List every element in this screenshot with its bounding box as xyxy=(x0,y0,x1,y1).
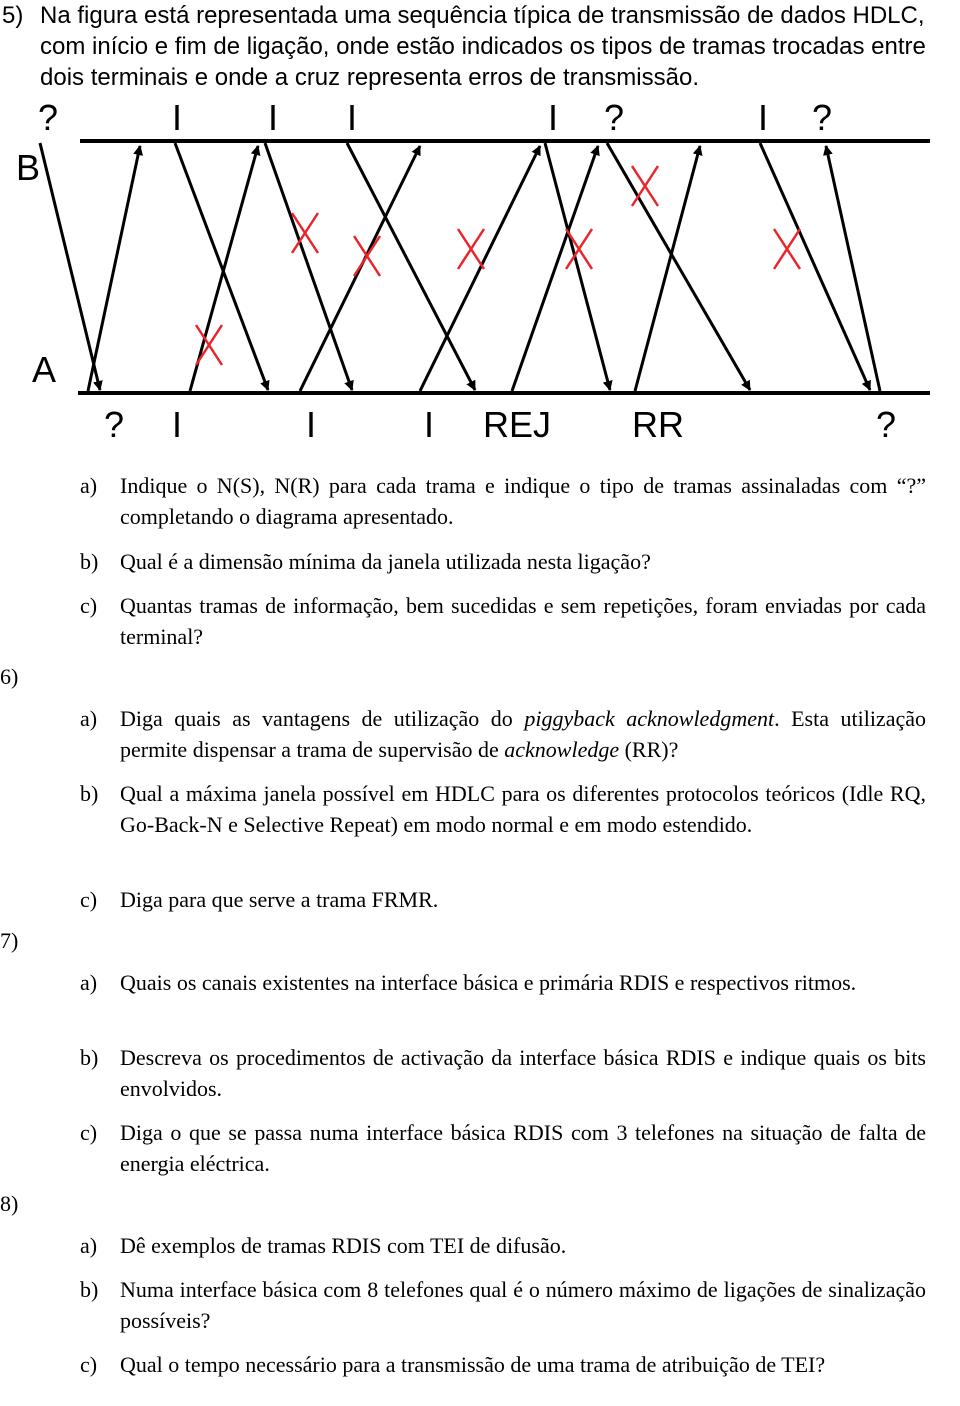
item-text: Diga o que se passa numa interface básica RDIS com 3 telefones na situação de falta de energia eléctrica. xyxy=(120,1120,926,1176)
question-8-number: 8) xyxy=(0,1191,19,1216)
q7-item-b xyxy=(80,1042,926,1104)
frame-arrow-a-to-b xyxy=(635,146,700,391)
q6-item-a xyxy=(80,703,926,765)
bottom-frame-label: REJ xyxy=(483,404,552,445)
top-frame-label: I xyxy=(758,97,769,138)
bottom-frame-label: RR xyxy=(632,404,684,445)
frame-arrow-b-to-a xyxy=(607,143,750,390)
item-text: Descreva os procedimentos de activação da interface básica RDIS e indique quais os bits envolvidos. xyxy=(120,1045,926,1101)
item-label: c) xyxy=(80,887,98,912)
top-frame-label: I xyxy=(172,97,183,138)
statement-line: Na figura está representada uma sequência típica de transmissão de dados HDLC, xyxy=(40,2,925,29)
bottom-frame-label: I xyxy=(172,404,183,445)
item-text: Qual a máxima janela possível em HDLC para os diferentes protocolos teóricos (Idle RQ, Go-Back-N e Selective Repeat) em modo normal e em modo estendido. xyxy=(120,781,926,837)
frame-arrow-a-to-b xyxy=(190,146,258,391)
bottom-frame-label: ? xyxy=(876,404,897,445)
error-cross-marks xyxy=(196,166,800,365)
top-frame-label: ? xyxy=(38,97,59,138)
question-7-number: 7) xyxy=(0,928,19,953)
item-label: c) xyxy=(80,1352,98,1377)
item-label: b) xyxy=(80,781,99,806)
bottom-frame-label: I xyxy=(424,404,435,445)
q7-item-a xyxy=(80,967,926,998)
error-cross xyxy=(632,166,658,206)
error-cross xyxy=(354,236,380,276)
item-text: Indique o N(S), N(R) para cada trama e indique o tipo de tramas assinaladas com “?” completando o diagrama apresentado. xyxy=(120,473,926,529)
item-text: Diga para que serve a trama FRMR. xyxy=(120,887,439,912)
error-cross xyxy=(458,229,484,269)
item-label: a) xyxy=(80,1233,98,1258)
frame-arrow-b-to-a xyxy=(347,143,475,390)
q8-item-c xyxy=(80,1349,926,1380)
frame-arrow-b-to-a xyxy=(175,143,268,390)
frame-arrow-a-to-b xyxy=(88,146,140,391)
top-frame-label: ? xyxy=(812,97,833,138)
item-label: b) xyxy=(80,1277,99,1302)
bottom-frame-label: ? xyxy=(104,404,125,445)
q5-item-c xyxy=(80,590,926,652)
item-text: Dê exemplos de tramas RDIS com TEI de difusão. xyxy=(120,1233,567,1258)
bottom-frame-label: I xyxy=(306,404,317,445)
item-label: c) xyxy=(80,1120,98,1145)
hdlc-sequence-diagram xyxy=(0,0,960,460)
top-frame-label: I xyxy=(548,97,559,138)
item-label: b) xyxy=(80,1045,99,1070)
q7-item-c xyxy=(80,1117,926,1179)
item-text: Qual o tempo necessário para a transmissão de uma trama de atribuição de TEI? xyxy=(120,1352,826,1377)
frame-arrow-a-to-b xyxy=(420,146,540,391)
item-text: Quantas tramas de informação, bem sucedidas e sem repetições, foram enviadas por cada terminal? xyxy=(120,593,926,649)
top-frame-label: I xyxy=(347,97,358,138)
q8-item-b xyxy=(80,1274,926,1336)
item-label: c) xyxy=(80,593,98,618)
question-6-number: 6) xyxy=(0,664,19,689)
statement-line: dois terminais e onde a cruz representa erros de transmissão. xyxy=(40,64,699,91)
item-label: a) xyxy=(80,706,98,731)
frame-arrow-b-to-a xyxy=(265,143,352,390)
q5-item-a xyxy=(80,470,926,532)
item-text: Numa interface básica com 8 telefones qual é o número máximo de ligações de sinalização possíveis? xyxy=(120,1277,926,1333)
item-label: a) xyxy=(80,473,98,498)
item-text: Diga quais as vantagens de utilização do piggyback acknowledgment. Esta utilização permite dispensar a trama de supervisão de acknowledge (RR)? xyxy=(120,706,926,762)
error-cross xyxy=(196,325,222,365)
error-cross xyxy=(566,229,592,269)
emphasis: piggyback acknowledgment xyxy=(524,706,775,731)
item-text: Qual é a dimensão mínima da janela utilizada nesta ligação? xyxy=(120,549,651,574)
top-frame-label: I xyxy=(268,97,279,138)
item-label: a) xyxy=(80,970,98,995)
top-frame-label: ? xyxy=(604,97,625,138)
q6-item-b xyxy=(80,778,926,840)
item-text: Quais os canais existentes na interface básica e primária RDIS e respectivos ritmos. xyxy=(120,970,857,995)
q8-item-a xyxy=(80,1230,926,1261)
terminal-a-label: A xyxy=(32,349,57,390)
emphasis: acknowledge xyxy=(504,737,620,762)
question-5-number: 5) xyxy=(2,2,24,29)
q6-item-c xyxy=(80,884,926,915)
error-cross xyxy=(774,229,800,269)
terminal-b-label: B xyxy=(16,147,41,188)
item-label: b) xyxy=(80,549,99,574)
statement-line: com início e fim de ligação, onde estão indicados os tipos de tramas trocadas entre xyxy=(40,33,926,60)
q5-item-b xyxy=(80,546,926,577)
